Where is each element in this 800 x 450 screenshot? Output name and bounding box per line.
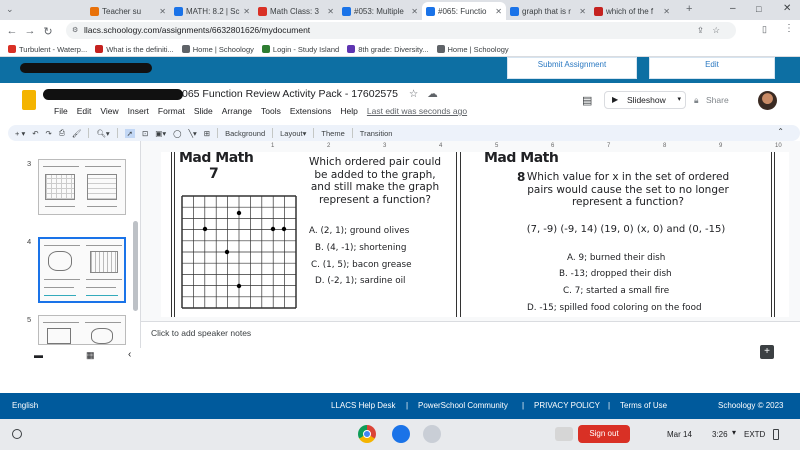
tab-favicon-icon (90, 7, 99, 16)
ruler-tick: 5 (495, 143, 499, 149)
collapse-filmstrip-icon[interactable]: ‹ (128, 349, 132, 360)
answer-option (315, 276, 405, 286)
clock-time[interactable]: 3:26 (712, 430, 728, 439)
answer-option (311, 260, 412, 270)
answer-option (309, 226, 409, 236)
ruler-tick: 8 (663, 143, 667, 149)
footer-separator: | (608, 401, 611, 410)
option-letter: D. (527, 303, 537, 313)
bookmark-favicon-icon (437, 45, 445, 53)
app-icon-grey[interactable] (423, 425, 441, 443)
new-slide-icon[interactable]: + ▾ (15, 128, 26, 138)
question-text: Which ordered pair could be added to the graph, and still make the graph represent a function? (308, 156, 442, 206)
document-title-text: 065 Function Review Activity Pack - 17602575 (182, 88, 398, 100)
toolbar-divider (352, 128, 353, 138)
slides-logo-icon[interactable] (22, 90, 36, 110)
slide-number: 3 (27, 159, 32, 168)
slide-right-border (771, 152, 775, 317)
date-indicator[interactable]: Mar 14 (667, 430, 692, 439)
redacted-name (20, 63, 152, 73)
tab-title: Math Class: 3 (270, 6, 319, 16)
option-text: (1, 5); bacon grease (322, 260, 412, 270)
lock-icon: 🔒︎ (694, 95, 699, 105)
browser-tab-bar (0, 0, 800, 20)
option-text: -13; dropped their dish (570, 269, 672, 279)
footer-separator: | (406, 401, 409, 410)
browser-tab[interactable] (86, 2, 170, 20)
battery-icon[interactable] (773, 429, 779, 440)
bookmark-label: Turbulent - Waterp... (19, 44, 88, 54)
tab-title: MATH: 8.2 | Sc (186, 6, 240, 16)
undo-icon[interactable]: ↶ (32, 128, 39, 138)
close-tab-icon[interactable]: ✕ (159, 6, 166, 16)
explore-icon[interactable]: + (760, 345, 774, 359)
slide-number: 5 (27, 315, 32, 324)
slide-canvas (141, 141, 800, 321)
bookmark-label: 8th grade: Diversity... (358, 44, 429, 54)
network-label[interactable]: EXTD (744, 430, 766, 439)
bookmark-label: What is the definiti... (106, 44, 174, 54)
bookmark-item[interactable] (95, 45, 174, 54)
submit-assignment-button[interactable]: Submit Assignment (507, 57, 637, 79)
side-panel-icon[interactable]: ▯ (762, 24, 767, 34)
browser-tab[interactable] (590, 2, 674, 20)
toolbar-divider (313, 128, 314, 138)
menu-file[interactable]: File (54, 106, 68, 116)
comment-add-icon[interactable]: ⊞ (203, 128, 211, 138)
browser-tab[interactable] (506, 2, 590, 20)
ruler-tick: 7 (607, 143, 611, 149)
browser-tab[interactable] (338, 2, 422, 20)
bookmark-item[interactable] (182, 45, 254, 54)
menu-extensions[interactable]: Extensions (289, 106, 332, 116)
graph-point (271, 227, 275, 231)
schoology-header (0, 57, 800, 83)
url-text: llacs.schoology.com/assignments/6632801626/mydocument (84, 25, 311, 35)
mad-math-header: Mad Math (179, 152, 254, 166)
slideshow-button[interactable] (604, 91, 686, 109)
option-letter: B. (559, 269, 568, 279)
slide-filmstrip (0, 141, 141, 348)
toolbar-divider (272, 128, 273, 138)
option-text: 9; burned their dish (578, 253, 666, 263)
menu-edit[interactable]: Edit (76, 106, 92, 116)
navigation-bar (0, 20, 800, 42)
browser-tab[interactable] (254, 2, 338, 20)
ruler-tick: 6 (551, 143, 555, 149)
current-slide[interactable] (161, 152, 789, 317)
back-icon[interactable]: ← (6, 25, 18, 37)
chrome-app-icon[interactable] (358, 425, 376, 443)
redacted-title-prefix (43, 89, 183, 100)
bookmark-label: Home | Schoology (192, 44, 254, 54)
print-icon[interactable]: ⎙ (58, 128, 65, 137)
problem-number: 7 (209, 166, 219, 182)
bookmark-favicon-icon (347, 45, 355, 53)
slide-thumbnail-3[interactable] (38, 159, 126, 215)
question-text: Which value for x in the set of ordered pairs would cause the set to no longer represent a function? (526, 171, 730, 208)
maximize-icon[interactable]: □ (756, 4, 762, 14)
bookmarks-bar (0, 42, 800, 57)
ruler-tick: 4 (439, 143, 443, 149)
os-shelf (0, 419, 800, 450)
bookmark-star-icon[interactable]: ☆ (712, 25, 720, 35)
app-icon-blue[interactable] (392, 425, 410, 443)
toolbar-divider (117, 128, 118, 138)
tab-favicon-icon (510, 7, 519, 16)
more-icon[interactable]: ⋮ (784, 23, 794, 34)
avatar[interactable] (758, 91, 777, 110)
answer-option (563, 286, 669, 296)
browser-tab[interactable] (170, 2, 254, 20)
comments-icon[interactable]: ▤ (582, 95, 593, 107)
shape-icon[interactable]: ◯ (173, 128, 182, 138)
option-letter: A. (567, 253, 576, 263)
footer-link[interactable]: LLACS Help Desk (331, 401, 396, 410)
ruler-tick: 2 (327, 143, 331, 149)
footer-link[interactable]: Terms of Use (620, 401, 668, 410)
new-tab-icon[interactable]: + (686, 3, 693, 15)
cloud-status-icon: ☁ (427, 88, 438, 100)
bookmark-favicon-icon (262, 45, 270, 53)
text-box-icon[interactable]: ⊡ (141, 128, 149, 138)
menu-format[interactable]: Format (157, 106, 185, 116)
layout-label: Layout (280, 128, 303, 138)
minimize-icon[interactable]: – (730, 3, 736, 14)
menu-insert[interactable]: Insert (127, 106, 149, 116)
redo-icon[interactable]: ↷ (45, 128, 52, 138)
slideshow-label: Slideshow (627, 95, 666, 105)
mad-math-header: Mad Math (484, 152, 559, 166)
menu-slide[interactable]: Slide (193, 106, 213, 116)
close-tab-icon[interactable]: ✕ (327, 6, 334, 16)
background-button[interactable]: Background (225, 128, 266, 138)
option-letter: B. (315, 243, 324, 253)
bookmark-favicon-icon (8, 45, 16, 53)
editor-toolbar (8, 125, 800, 141)
problem-number: 8 (517, 170, 525, 184)
graph-point (282, 227, 286, 231)
option-letter: D. (315, 276, 325, 286)
browser-tab[interactable] (422, 2, 506, 20)
theme-button[interactable]: Theme (321, 128, 345, 138)
tab-favicon-icon (342, 7, 351, 16)
tab-title: graph that is r (522, 6, 571, 16)
close-window-icon[interactable]: ✕ (783, 3, 792, 14)
grid-view-icon[interactable]: ▬ (34, 350, 43, 360)
sign-out-button[interactable]: Sign out (578, 425, 630, 443)
menu-tools[interactable]: Tools (260, 106, 281, 116)
launcher-icon[interactable] (12, 429, 22, 439)
copyright: Schoology © 2023 (718, 401, 784, 410)
line-icon[interactable]: ╲▾ (188, 128, 197, 138)
answer-option (567, 253, 665, 263)
tab-title: #053: Multiple (354, 6, 404, 16)
menu-arrange[interactable]: Arrange (221, 106, 252, 116)
option-text: (-2, 1); sardine oil (327, 276, 406, 286)
footer-separator: | (522, 401, 525, 410)
graph-point (225, 250, 229, 254)
edit-button[interactable]: Edit (649, 57, 775, 79)
wifi-icon[interactable]: ▾ (732, 428, 737, 437)
answer-option (315, 243, 406, 253)
toolbar-divider (217, 128, 218, 138)
bookmark-item[interactable] (262, 45, 339, 54)
address-bar[interactable] (66, 22, 736, 39)
tab-favicon-icon (594, 7, 603, 16)
star-icon[interactable]: ☆ (408, 88, 419, 100)
bookmark-favicon-icon (182, 45, 190, 53)
tab-title: #065: Functio (438, 6, 487, 16)
share-button[interactable] (694, 91, 746, 109)
option-text: (2, 1); ground olives (320, 226, 410, 236)
last-edit-link[interactable]: Last edit was seconds ago (366, 106, 468, 116)
tab-favicon-icon (258, 7, 267, 16)
slide-divider (456, 152, 461, 317)
reload-icon[interactable]: ↻ (43, 25, 53, 38)
answer-option (527, 303, 702, 313)
close-tab-icon[interactable]: ✕ (579, 6, 586, 16)
speaker-notes-placeholder: Click to add speaker notes (151, 328, 252, 338)
slideshow-dropdown-icon[interactable]: ▾ (677, 96, 681, 103)
bookmark-label: Home | Schoology (447, 44, 509, 54)
graph-point (237, 284, 241, 288)
image-icon[interactable]: ▣▾ (155, 128, 167, 138)
tab-title: which of the f (606, 6, 654, 16)
zoom-icon[interactable]: 🔍︎▾ (96, 128, 110, 138)
slide-number: 4 (27, 237, 32, 246)
bookmark-favicon-icon (95, 45, 103, 53)
close-tab-icon[interactable]: ✕ (495, 6, 502, 16)
bookmark-item[interactable] (347, 45, 428, 54)
editor-bottom-bar (0, 348, 800, 368)
slide-thumbnail-5[interactable] (38, 315, 126, 345)
layout-button[interactable]: Layout▾ (280, 128, 307, 138)
footer-link[interactable]: PRIVACY POLICY (534, 401, 600, 410)
collapse-toolbar-icon[interactable]: ⌃ (777, 127, 784, 136)
speaker-notes[interactable] (141, 321, 800, 348)
play-icon: ▶ (612, 95, 619, 104)
slide-left-border (171, 152, 175, 317)
close-tab-icon[interactable]: ✕ (243, 6, 250, 16)
chrome-menu-icon[interactable]: ⌄ (6, 4, 14, 14)
language-selector[interactable]: English (12, 401, 39, 410)
option-text: (4, -1); shortening (326, 243, 407, 253)
bookmark-item[interactable] (8, 45, 87, 54)
option-text: 7; started a small fire (574, 286, 670, 296)
document-title[interactable] (182, 88, 438, 100)
menu-view[interactable]: View (100, 106, 119, 116)
transition-button[interactable]: Transition (359, 128, 393, 138)
filmstrip-scrollbar[interactable] (133, 221, 138, 311)
paint-format-icon[interactable]: 🖌︎ (71, 128, 82, 138)
close-tab-icon[interactable]: ✕ (663, 6, 670, 16)
slide-thumbnail-4[interactable] (38, 237, 126, 303)
forward-icon[interactable]: → (24, 25, 36, 37)
option-text: -15; spilled food coloring on the food (539, 303, 702, 313)
tab-title: Teacher su (102, 6, 142, 16)
bookmark-label: Login - Study Island (272, 44, 340, 54)
ruler-tick: 9 (719, 143, 723, 149)
screen-capture-icon[interactable] (555, 427, 573, 441)
menu-help[interactable]: Help (340, 106, 358, 116)
coordinate-grid (181, 195, 297, 309)
share-label: Share (706, 95, 729, 105)
share-icon[interactable]: ⇪ (696, 25, 704, 35)
graph-point (237, 211, 241, 215)
option-letter: C. (311, 260, 320, 270)
option-letter: C. (563, 286, 572, 296)
close-tab-icon[interactable]: ✕ (411, 6, 418, 16)
option-letter: A. (309, 226, 318, 236)
list-view-icon[interactable]: ▦ (86, 350, 95, 360)
schoology-footer (0, 393, 800, 419)
ordered-pairs-text: (7, -9) (-9, 14) (19, 0) (x, 0) and (0, -15) (526, 224, 726, 235)
ruler-tick: 1 (271, 143, 275, 149)
select-cursor-icon[interactable]: ➚ (126, 128, 133, 138)
bookmark-item[interactable] (437, 45, 509, 54)
toolbar-divider (88, 128, 89, 138)
slides-header (8, 83, 800, 125)
footer-link[interactable]: PowerSchool Community (418, 401, 508, 410)
menu-bar (54, 106, 467, 116)
site-info-icon[interactable]: ⚙ (72, 27, 79, 34)
ruler-tick: 10 (775, 143, 782, 149)
graph-point (203, 227, 207, 231)
answer-option (559, 269, 672, 279)
ruler-tick: 3 (383, 143, 387, 149)
tab-favicon-icon (426, 7, 435, 16)
tab-favicon-icon (174, 7, 183, 16)
